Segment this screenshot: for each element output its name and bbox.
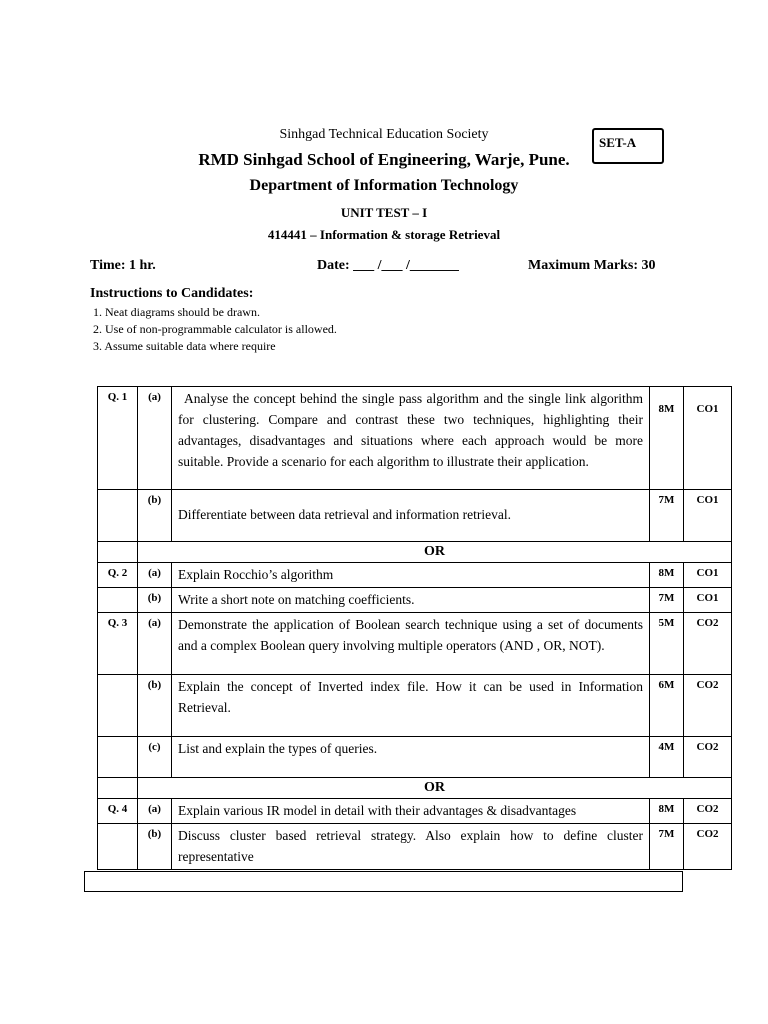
question-text: Explain Rocchio’s algorithm (172, 563, 650, 588)
instructions-title: Instructions to Candidates: (90, 286, 254, 301)
department-name: Department of Information Technology (249, 177, 519, 194)
instruction-item: 2. Use of non-programmable calculator is allowed. (93, 322, 337, 336)
question-part: (a) (138, 563, 172, 588)
question-number (98, 737, 138, 778)
table-row (98, 613, 732, 675)
society-name: Sinhgad Technical Education Society (279, 127, 489, 142)
question-number: Q. 3 (98, 613, 138, 675)
table-row (98, 542, 732, 563)
question-co: CO2 (684, 799, 732, 824)
question-marks: 5M (650, 613, 684, 675)
time-label: Time: 1 hr. (90, 258, 156, 273)
question-part: (b) (138, 588, 172, 613)
question-text: Discuss cluster based retrieval strategy. Also explain how to define cluster representative (172, 824, 650, 870)
or-separator: OR (138, 778, 732, 799)
college-name: RMD Sinhgad School of Engineering, Warje, Pune. (198, 150, 570, 169)
question-text: Analyse the concept behind the single pass algorithm and the single link algorithm for clustering. Compare and contrast these two techniques, highlighting their advantages, disadvantages and situations where each approach would be more suitable. Provide a scenario for each algorithm to illustrate their application. (172, 387, 650, 490)
table-row (98, 675, 732, 737)
set-label: SET-A (599, 135, 637, 150)
question-number (98, 675, 138, 737)
table-row (98, 588, 732, 613)
question-table (97, 386, 732, 870)
question-text: Explain the concept of Inverted index file. How it can be used in Information Retrieval. (172, 675, 650, 737)
question-part: (c) (138, 737, 172, 778)
instruction-item: 1. Neat diagrams should be drawn. (93, 305, 260, 319)
table-row (98, 799, 732, 824)
question-marks: 7M (650, 824, 684, 870)
question-part: (a) (138, 799, 172, 824)
question-number: Q. 2 (98, 563, 138, 588)
question-part: (b) (138, 490, 172, 542)
question-marks: 8M (650, 563, 684, 588)
question-marks: 6M (650, 675, 684, 737)
instruction-item: 3. Assume suitable data where require (93, 339, 276, 353)
question-marks: 7M (650, 588, 684, 613)
question-marks: 8M (650, 799, 684, 824)
test-title: UNIT TEST – I (340, 205, 428, 220)
question-text: Write a short note on matching coefficients. (172, 588, 650, 613)
table-row (98, 490, 732, 542)
question-co: CO2 (684, 737, 732, 778)
table-row (98, 824, 732, 870)
empty-cell (98, 778, 138, 799)
question-number (98, 824, 138, 870)
question-co: CO2 (684, 824, 732, 870)
question-text: Differentiate between data retrieval and information retrieval. (172, 490, 650, 542)
table-row (98, 387, 732, 490)
question-number: Q. 4 (98, 799, 138, 824)
subject-title: 414441 – Information & storage Retrieval (267, 227, 501, 242)
question-part: (b) (138, 824, 172, 870)
question-text: Explain various IR model in detail with their advantages & disadvantages (172, 799, 650, 824)
question-part: (a) (138, 387, 172, 490)
or-separator: OR (138, 542, 732, 563)
question-text: List and explain the types of queries. (172, 737, 650, 778)
question-part: (a) (138, 613, 172, 675)
set-label-box (592, 128, 664, 164)
date-label: Date: ___ /___ /_______ (317, 258, 459, 273)
question-co: CO1 (684, 588, 732, 613)
question-co: CO2 (684, 675, 732, 737)
table-row (98, 778, 732, 799)
question-co: CO1 (684, 490, 732, 542)
question-co: CO1 (684, 563, 732, 588)
question-text: Demonstrate the application of Boolean search technique using a set of documents and a complex Boolean query involving multiple operators (AND , OR, NOT). (172, 613, 650, 675)
question-marks: 8M (650, 387, 684, 490)
question-number (98, 588, 138, 613)
max-marks-label: Maximum Marks: 30 (528, 258, 656, 273)
question-marks: 4M (650, 737, 684, 778)
question-co: CO2 (684, 613, 732, 675)
footer-box (84, 871, 683, 892)
question-number: Q. 1 (98, 387, 138, 490)
question-marks: 7M (650, 490, 684, 542)
question-part: (b) (138, 675, 172, 737)
table-row (98, 563, 732, 588)
empty-cell (98, 542, 138, 563)
table-row (98, 737, 732, 778)
question-number (98, 490, 138, 542)
question-co: CO1 (684, 387, 732, 490)
